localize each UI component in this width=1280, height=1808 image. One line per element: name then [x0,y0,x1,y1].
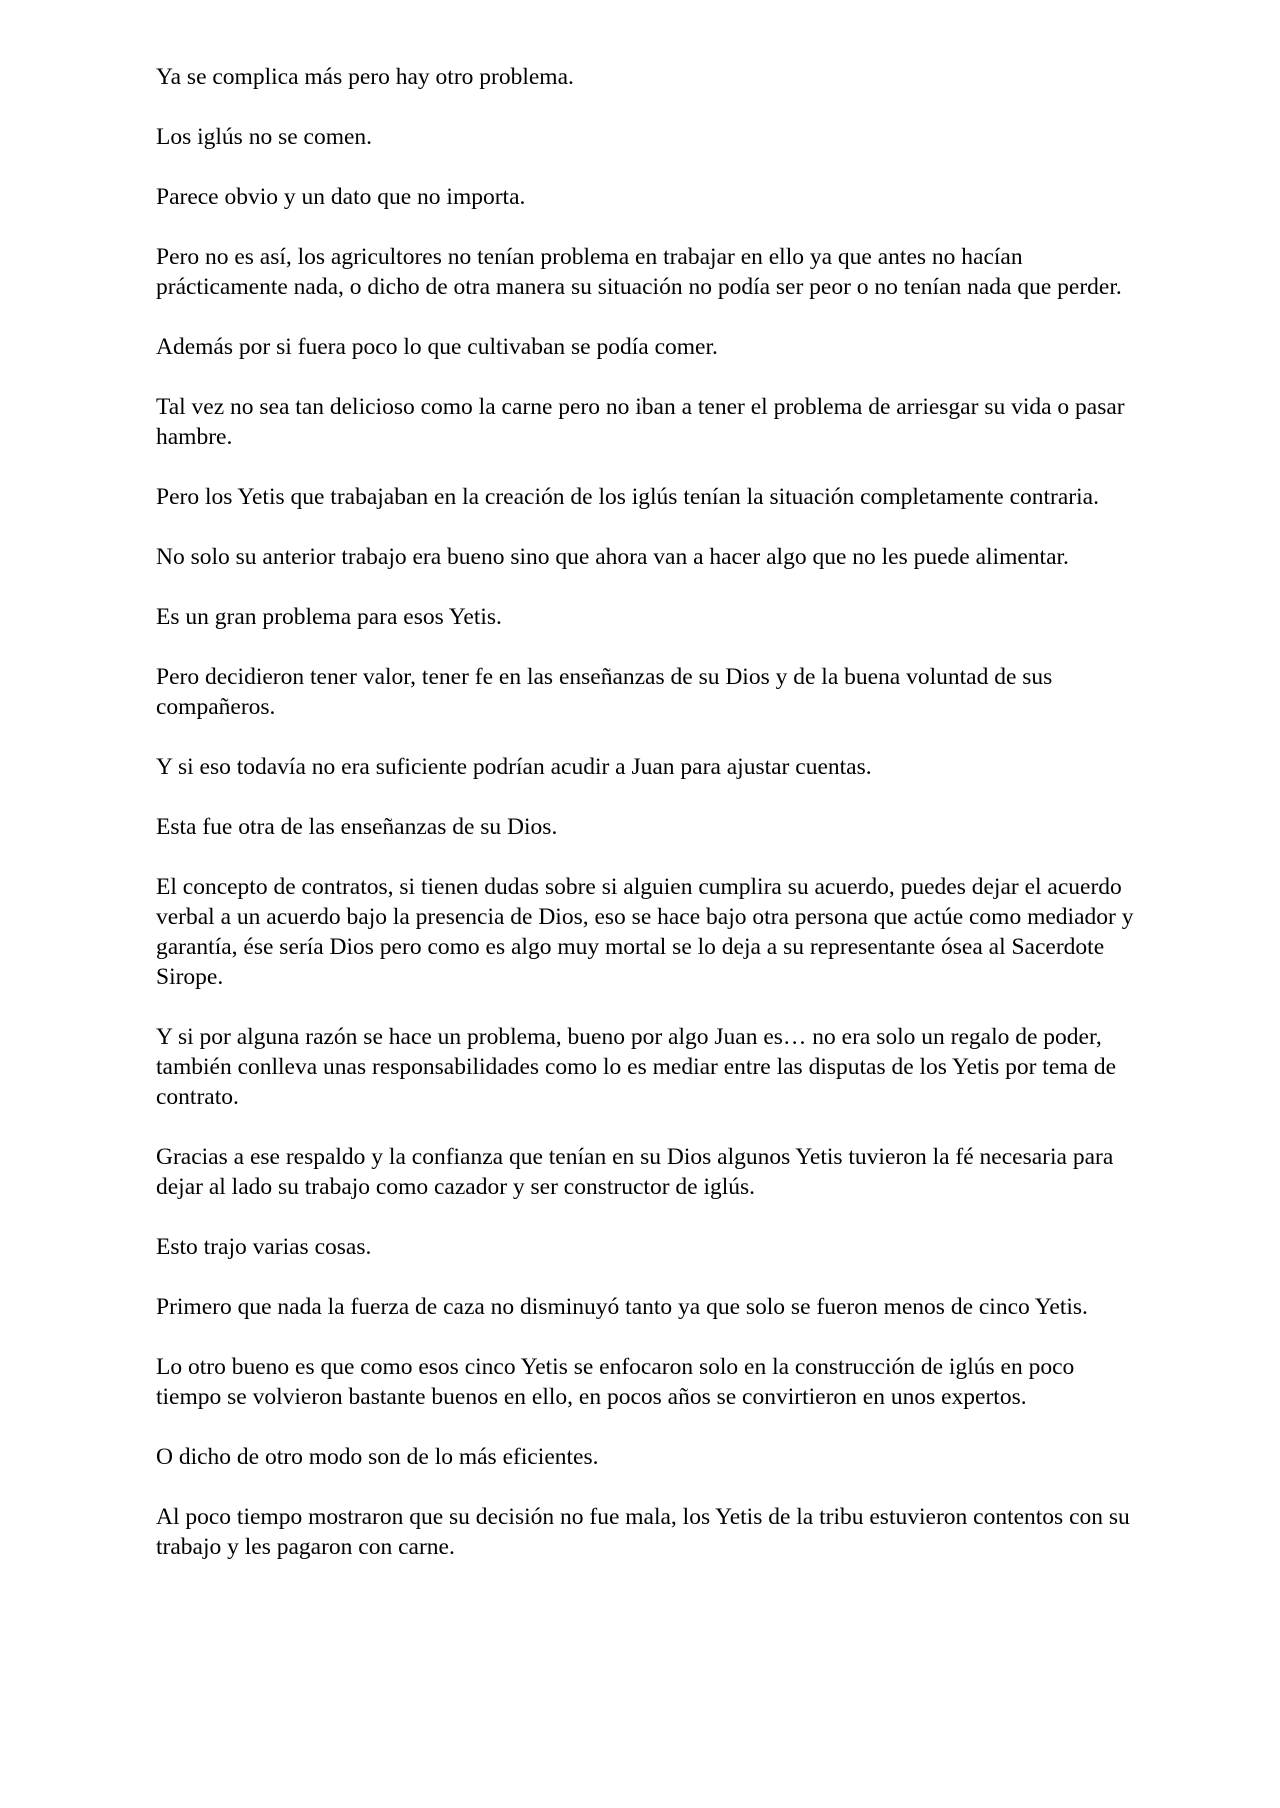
paragraph: Es un gran problema para esos Yetis. [156,604,502,630]
paragraph: Gracias a ese respaldo y la confianza que tenían en su Dios algunos Yetis tuvieron la fé necesaria para dejar al lado su trabajo como cazador y ser constructor de iglús. [156,1144,1114,1200]
paragraph: Esto trajo varias cosas. [156,1234,372,1260]
paragraph: Pero decidieron tener valor, tener fe en las enseñanzas de su Dios y de la buena voluntad de sus compañeros. [156,664,1053,720]
body-text [156,62,1136,1592]
paragraph: Parece obvio y un dato que no importa. [156,184,526,210]
paragraph: Al poco tiempo mostraron que su decisión no fue mala, los Yetis de la tribu estuvieron contentos con su trabajo y les pagaron con carne. [156,1504,1130,1560]
paragraph: Tal vez no sea tan delicioso como la carne pero no iban a tener el problema de arriesgar su vida o pasar hambre. [156,394,1125,450]
paragraph: No solo su anterior trabajo era bueno sino que ahora van a hacer algo que no les puede alimentar. [156,544,1069,570]
paragraph: Esta fue otra de las enseñanzas de su Dios. [156,814,558,840]
paragraph: El concepto de contratos, si tienen dudas sobre si alguien cumplira su acuerdo, puedes dejar el acuerdo verbal a un acuerdo bajo la presencia de Dios, eso se hace bajo otra persona que actúe como mediador y garantía, ése sería Dios pero como es algo muy mortal se lo deja a su representante ósea al Sacerdote Sirope. [156,874,1134,990]
paragraph: Y si por alguna razón se hace un problema, bueno por algo Juan es… no era solo un regalo de poder, también conlleva unas responsabilidades como lo es mediar entre las disputas de los Yetis por tema de contrato. [156,1024,1117,1110]
paragraph: Ya se complica más pero hay otro problema. [156,64,574,90]
paragraph: Pero los Yetis que trabajaban en la creación de los iglús tenían la situación completamente contraria. [156,484,1099,510]
paragraph: Y si eso todavía no era suficiente podrían acudir a Juan para ajustar cuentas. [156,754,872,780]
paragraph: Lo otro bueno es que como esos cinco Yetis se enfocaron solo en la construcción de iglús en poco tiempo se volvieron bastante buenos en ello, en pocos años se convirtieron en unos expertos. [156,1354,1075,1410]
paragraph: Pero no es así, los agricultores no tenían problema en trabajar en ello ya que antes no hacían prácticamente nada, o dicho de otra manera su situación no podía ser peor o no tenían nada que perder. [156,244,1122,300]
paragraph: Los iglús no se comen. [156,124,373,150]
paragraph: O dicho de otro modo son de lo más eficientes. [156,1444,599,1470]
paragraph: Primero que nada la fuerza de caza no disminuyó tanto ya que solo se fueron menos de cinco Yetis. [156,1294,1088,1320]
paragraph: Además por si fuera poco lo que cultivaban se podía comer. [156,334,718,360]
